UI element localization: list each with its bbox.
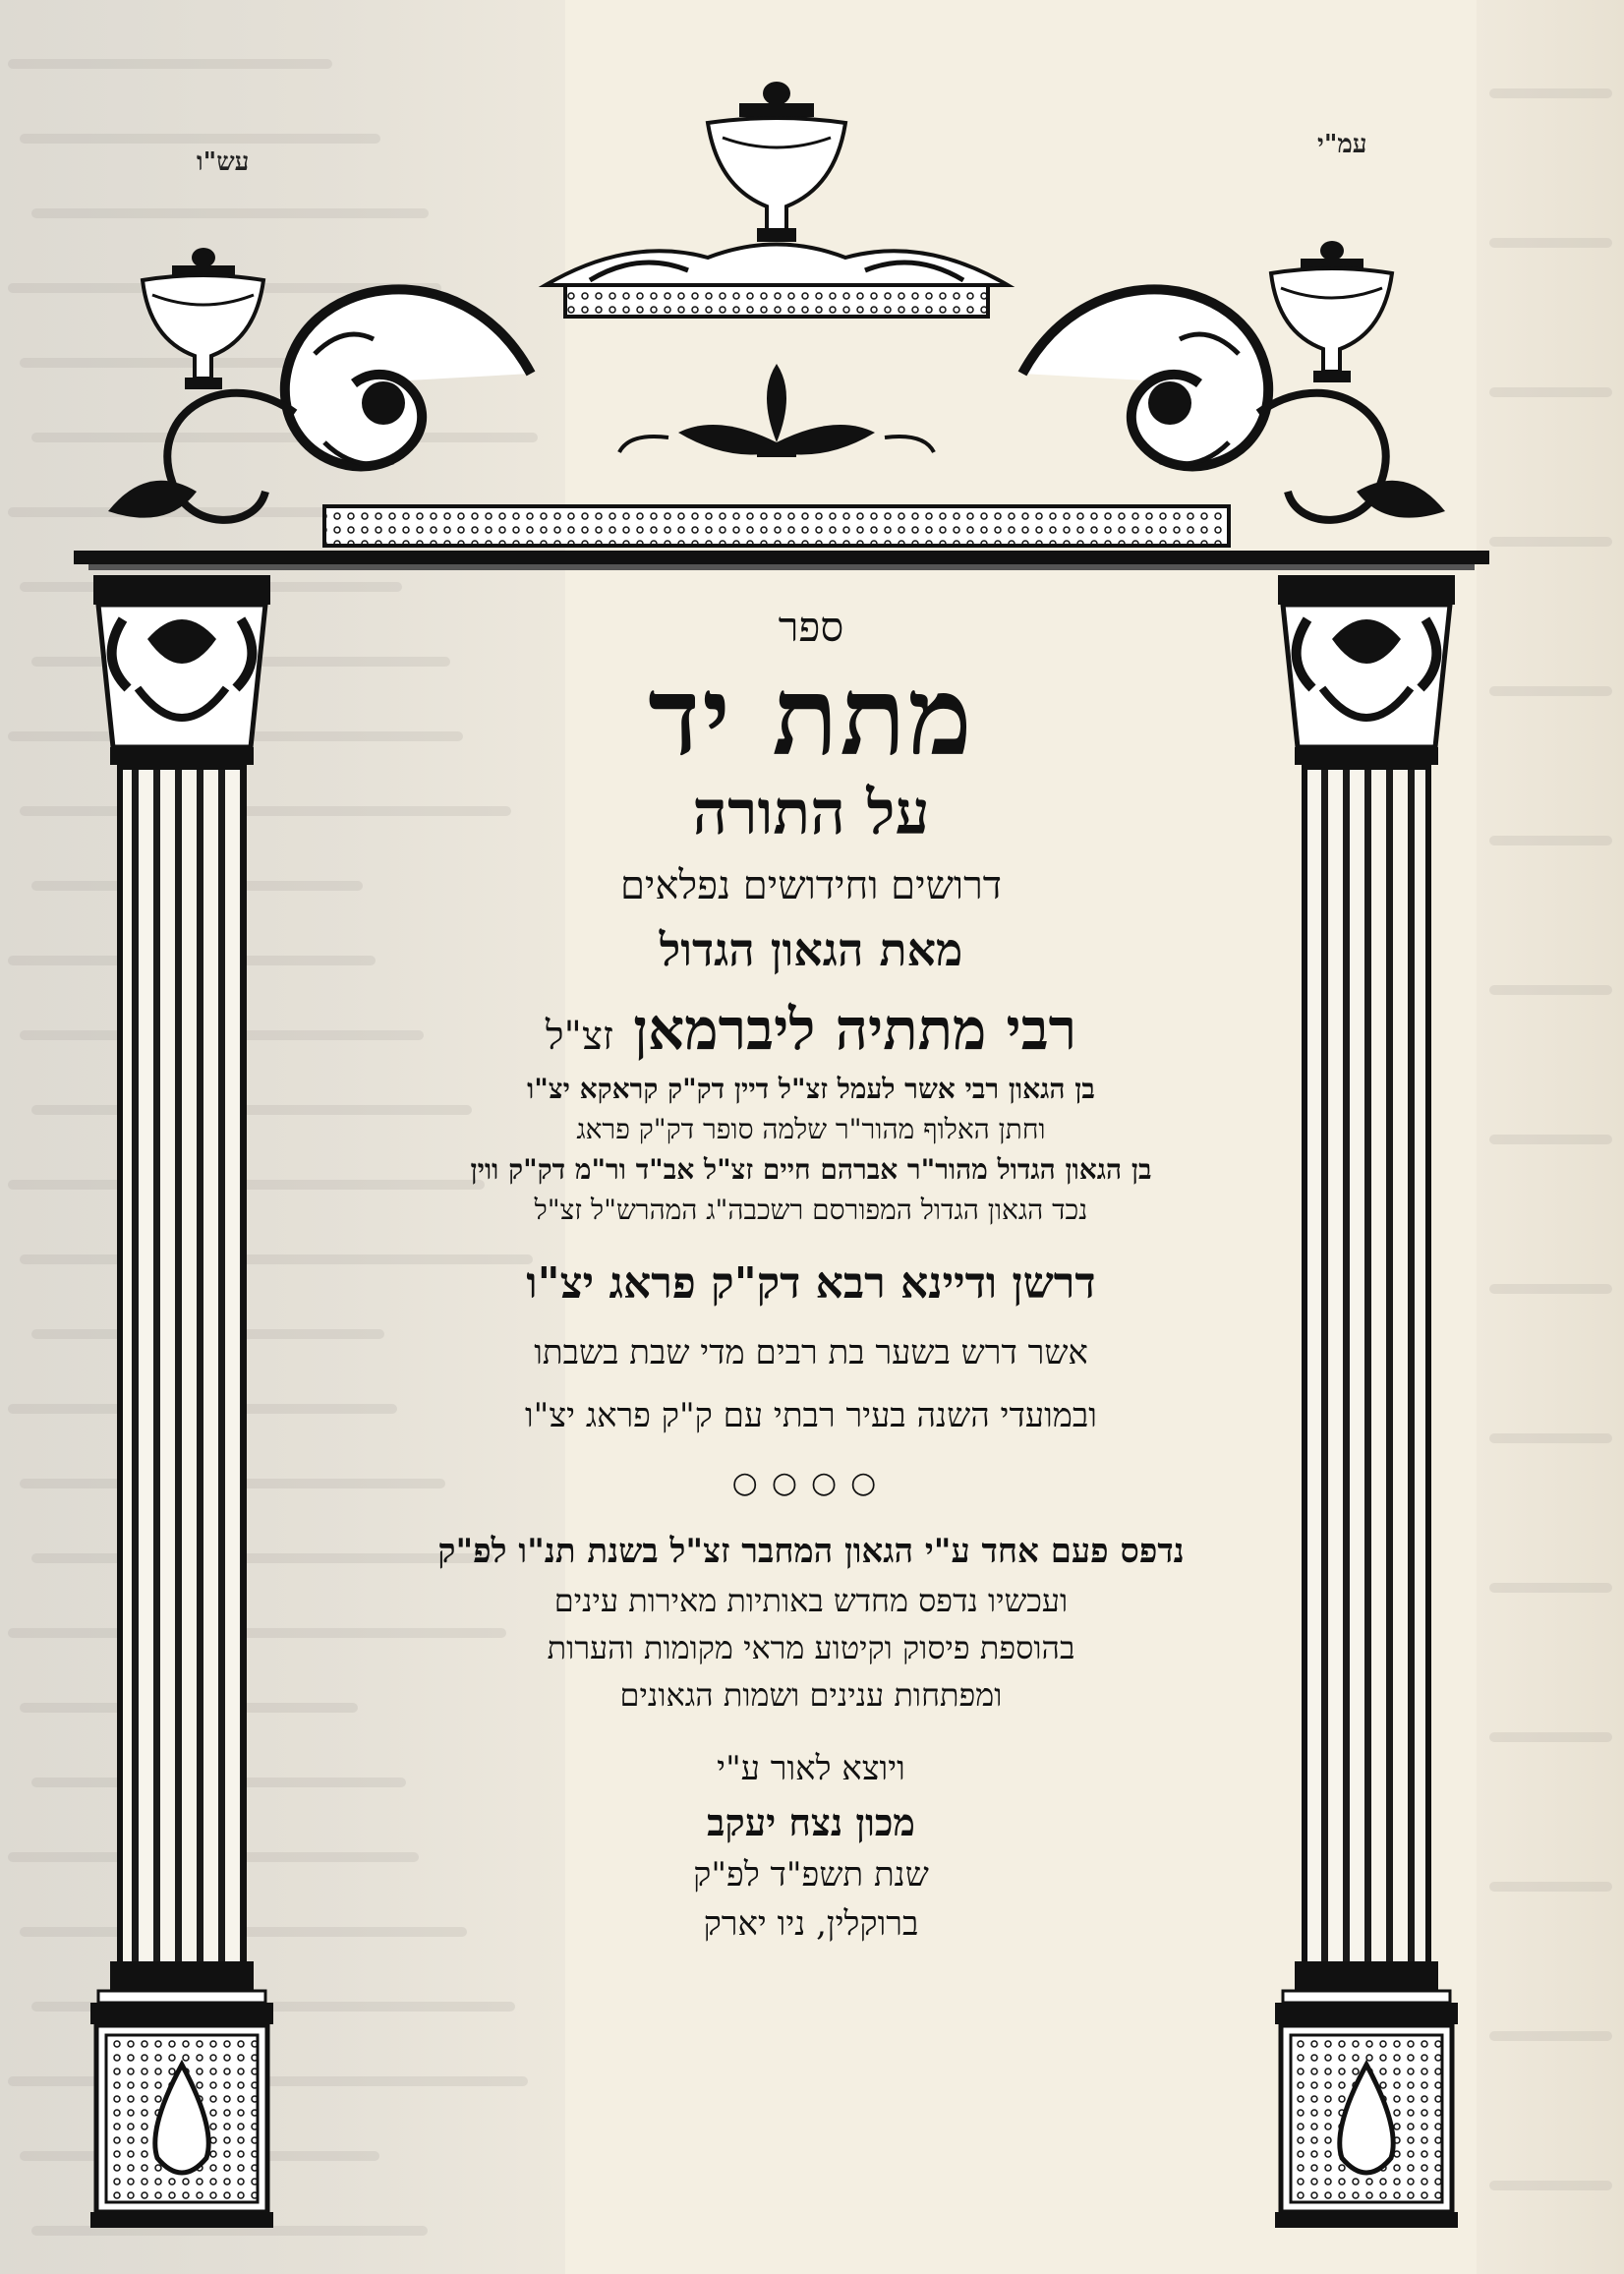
preached-line-2: ובמועדי השנה בעיר רבתי עם ק"ק פראג יצ"ו bbox=[524, 1396, 1098, 1435]
lineage-line-2: וחתן האלוף מהור"ר שלמה סופר דק"ק פראג bbox=[576, 1112, 1046, 1145]
publisher-name: מכון נצח יעקב bbox=[707, 1800, 915, 1844]
publisher-intro: ויוצא לאור ע"י bbox=[717, 1748, 905, 1788]
reprint-line-2: בהוספת פיסוק וקיטוע מראי מקומות והערות bbox=[547, 1628, 1075, 1666]
right-urn-icon bbox=[1271, 241, 1392, 382]
pediment-ornament bbox=[74, 82, 1489, 570]
corner-mark-right: עמ"י bbox=[1317, 130, 1367, 159]
book-subject: על התורה bbox=[692, 777, 930, 848]
right-scroll-ornament bbox=[1022, 289, 1445, 519]
left-column bbox=[90, 575, 273, 2228]
lineage-line-3: בן הגאון הגדול מהור"ר אברהם חיים זצ"ל אב"ד ור"מ דק"ק ווין bbox=[470, 1152, 1152, 1186]
author-suffix: זצ"ל bbox=[545, 1014, 614, 1059]
reprint-line-3: ומפתחות ענינים ושמות הגאונים bbox=[619, 1675, 1003, 1714]
from-line: מאת הגאון הגדול bbox=[659, 922, 963, 976]
corner-mark-left: עש"ו bbox=[197, 147, 250, 177]
book-title: מתת יד bbox=[648, 652, 974, 780]
sefer-label: ספר bbox=[778, 603, 844, 651]
left-urn-icon bbox=[143, 248, 263, 389]
book-description: דרושים וחידושים נפלאים bbox=[619, 862, 1003, 908]
publication-place: ברוקלין, ניו יארק bbox=[703, 1904, 919, 1944]
separator-dots: ○○○○ bbox=[731, 1465, 891, 1500]
lineage-line-4: נכד הגאון הגדול המפורסם רשכבה"ג המהרש"ל זצ"ל bbox=[534, 1193, 1088, 1226]
central-urn-icon bbox=[708, 82, 845, 242]
central-fleur-icon bbox=[619, 364, 934, 457]
preached-line-1: אשר דרש בשער בת רבים מדי שבת בשבתו bbox=[534, 1332, 1088, 1372]
reprint-line-1: ועכשיו נדפס מחדש באותיות מאירות עינים bbox=[553, 1581, 1069, 1619]
author-name: רבי מתתיה ליברמאן bbox=[633, 996, 1077, 1063]
right-column bbox=[1275, 575, 1458, 2228]
lineage-line-1: בן הגאון רבי אשר לעמל זצ"ל דיין דק"ק קראקא יצ"ו bbox=[527, 1072, 1095, 1105]
title-page-text bbox=[324, 590, 1298, 1946]
publication-year: שנת תשפ"ד לפ"ק bbox=[693, 1854, 929, 1895]
first-print-line: נדפס פעם אחד ע"י הגאון המחבר זצ"ל בשנת תנ"ו לפ"ק bbox=[437, 1532, 1185, 1571]
author-line bbox=[324, 994, 1298, 1066]
author-role: דרשן ודיינא רבא דק"ק פראג יצ"ו bbox=[526, 1257, 1096, 1309]
